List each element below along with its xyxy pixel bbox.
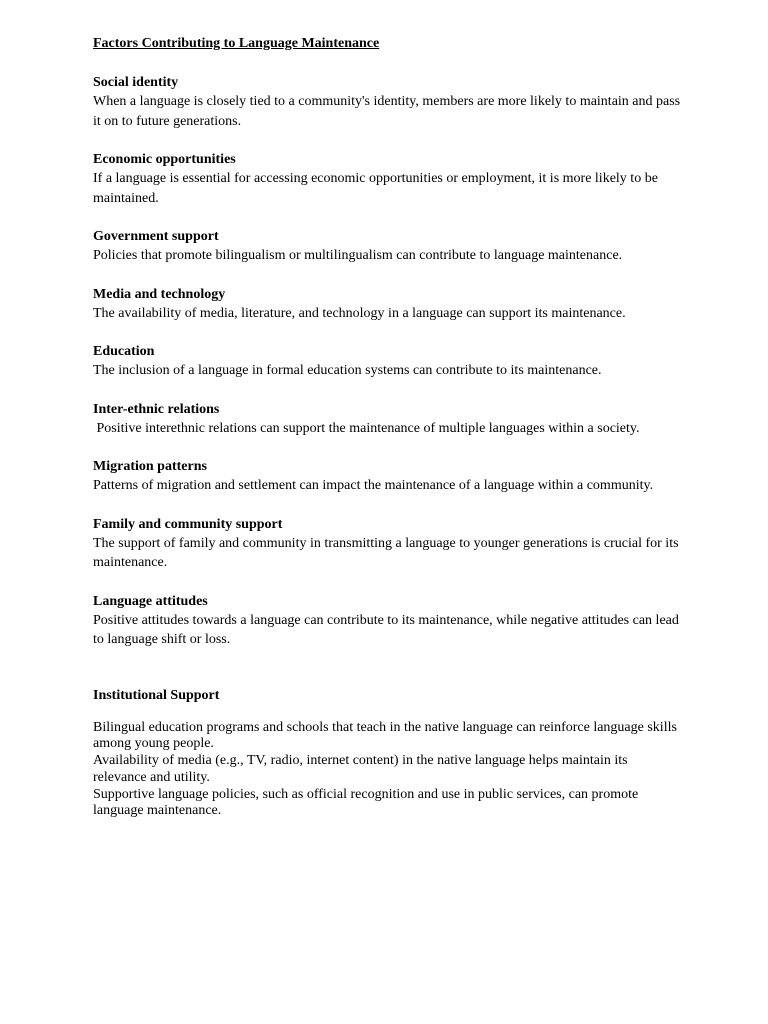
section-heading: Media and technology [93,286,226,302]
section-body: Positive interethnic relations can support the maintenance of multiple languages within a society. [93,420,640,436]
institutional-support-heading: Institutional Support [93,687,220,703]
section-body: The support of family and community in transmitting a language to younger generations is crucial for its maintenance. [93,535,679,570]
section-heading: Economic opportunities [93,152,236,167]
section-education [93,342,683,381]
document-title: Factors Contributing to Language Maintenance [93,36,380,51]
section-economic-opportunities [93,150,683,208]
section-heading: Migration patterns [93,459,207,474]
section-body: The availability of media, literature, and technology in a language can support its maintenance. [93,305,626,321]
section-body: If a language is essential for accessing economic opportunities or employment, it is more likely to be maintained. [93,171,658,206]
document-page [93,34,683,820]
section-heading: Family and community support [93,516,283,532]
section-media-and-technology [93,285,683,324]
section-language-attitudes [93,592,683,650]
section-inter-ethnic-relations [93,400,683,439]
section-heading: Government support [93,229,219,244]
institutional-paragraph: Bilingual education programs and schools that teach in the native language can reinforce language skills among young people. [93,719,677,752]
section-family-and-community-support [93,515,683,573]
section-heading: Education [93,344,155,359]
section-heading: Social identity [93,75,179,90]
institutional-paragraph: Availability of media (e.g., TV, radio, internet content) in the native language helps maintain its relevance and utility. [93,753,628,785]
institutional-support-section [93,686,683,821]
section-body: Patterns of migration and settlement can impact the maintenance of a language within a community. [93,478,654,493]
section-body: Policies that promote bilingualism or multilingualism can contribute to language maintenance. [93,248,623,263]
section-body: Positive attitudes towards a language can contribute to its maintenance, while negative attitudes can lead to language shift or loss. [93,612,679,647]
section-heading: Inter-ethnic relations [93,401,220,417]
section-body: When a language is closely tied to a community's identity, members are more likely to maintain and pass it on to future generations. [93,94,681,129]
institutional-paragraph: Supportive language policies, such as official recognition and use in public services, can promote language maintenance. [93,786,639,819]
section-body: The inclusion of a language in formal education systems can contribute to its maintenance. [93,363,602,378]
section-government-support [93,227,683,266]
section-migration-patterns [93,457,683,496]
section-social-identity [93,73,683,131]
section-heading: Language attitudes [93,593,208,609]
